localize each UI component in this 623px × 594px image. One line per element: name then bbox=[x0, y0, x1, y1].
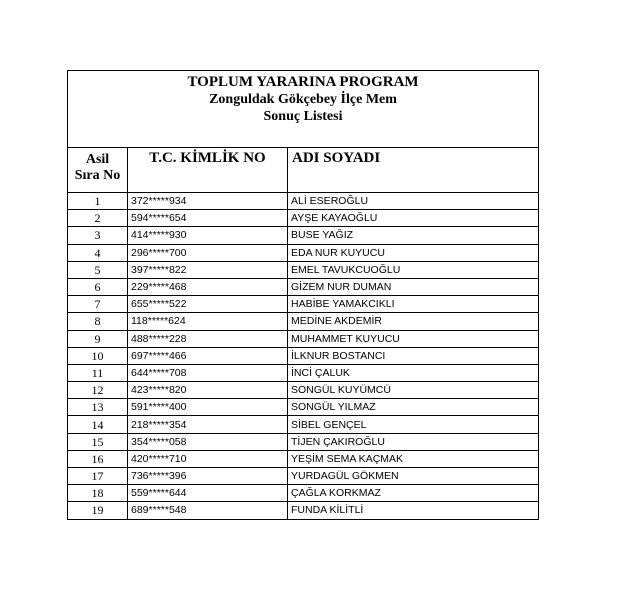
table-row bbox=[68, 399, 539, 416]
tc-kimlik-cell: 118*****624 bbox=[128, 313, 288, 330]
row-number: 11 bbox=[68, 364, 128, 381]
list-title: Sonuç Listesi bbox=[263, 109, 343, 124]
row-number: 6 bbox=[68, 278, 128, 295]
full-name-cell: İLKNUR BOSTANCI bbox=[288, 347, 539, 364]
full-name-cell: SİBEL GENÇEL bbox=[288, 416, 539, 433]
row-number: 19 bbox=[68, 502, 128, 519]
column-header-no-line1: Asil bbox=[85, 152, 110, 167]
row-number: 4 bbox=[68, 244, 128, 261]
district-title: Zonguldak Gökçebey İlçe Mem bbox=[209, 92, 397, 107]
full-name-cell: AYŞE KAYAOĞLU bbox=[288, 210, 539, 227]
table-row bbox=[68, 296, 539, 313]
column-header-name: ADI SOYADI bbox=[288, 148, 539, 193]
title-block bbox=[68, 71, 539, 148]
full-name-cell: İNCİ ÇALUK bbox=[288, 364, 539, 381]
table-row bbox=[68, 502, 539, 519]
row-number: 16 bbox=[68, 450, 128, 467]
full-name-cell: MUHAMMET KUYUCU bbox=[288, 330, 539, 347]
tc-kimlik-cell: 397*****822 bbox=[128, 261, 288, 278]
row-number: 18 bbox=[68, 485, 128, 502]
row-number: 8 bbox=[68, 313, 128, 330]
tc-kimlik-cell: 218*****354 bbox=[128, 416, 288, 433]
table-row bbox=[68, 485, 539, 502]
full-name-cell: YURDAGÜL GÖKMEN bbox=[288, 468, 539, 485]
result-sheet bbox=[67, 70, 538, 520]
tc-kimlik-cell: 644*****708 bbox=[128, 364, 288, 381]
table-row bbox=[68, 210, 539, 227]
program-title: TOPLUM YARARINA PROGRAM bbox=[187, 74, 419, 90]
row-number: 13 bbox=[68, 399, 128, 416]
tc-kimlik-cell: 559*****644 bbox=[128, 485, 288, 502]
row-number: 1 bbox=[68, 193, 128, 210]
full-name-cell: ALİ ESEROĞLU bbox=[288, 193, 539, 210]
row-number: 12 bbox=[68, 382, 128, 399]
tc-kimlik-cell: 414*****930 bbox=[128, 227, 288, 244]
table-row bbox=[68, 330, 539, 347]
row-number: 9 bbox=[68, 330, 128, 347]
table-row bbox=[68, 313, 539, 330]
full-name-cell: ÇAĞLA KORKMAZ bbox=[288, 485, 539, 502]
full-name-cell: BUSE YAĞIZ bbox=[288, 227, 539, 244]
row-number: 10 bbox=[68, 347, 128, 364]
tc-kimlik-cell: 736*****396 bbox=[128, 468, 288, 485]
table-row bbox=[68, 364, 539, 381]
tc-kimlik-cell: 488*****228 bbox=[128, 330, 288, 347]
tc-kimlik-cell: 697*****466 bbox=[128, 347, 288, 364]
tc-kimlik-cell: 423*****820 bbox=[128, 382, 288, 399]
full-name-cell: SONGÜL KUYÜMCÜ bbox=[288, 382, 539, 399]
table-row bbox=[68, 416, 539, 433]
column-header-row bbox=[68, 148, 539, 193]
table-row bbox=[68, 244, 539, 261]
table-row bbox=[68, 382, 539, 399]
tc-kimlik-cell: 296*****700 bbox=[128, 244, 288, 261]
row-number: 3 bbox=[68, 227, 128, 244]
full-name-cell: MEDİNE AKDEMİR bbox=[288, 313, 539, 330]
full-name-cell: HABİBE YAMAKCIKLI bbox=[288, 296, 539, 313]
table-row bbox=[68, 193, 539, 210]
tc-kimlik-cell: 354*****058 bbox=[128, 433, 288, 450]
tc-kimlik-cell: 689*****548 bbox=[128, 502, 288, 519]
tc-kimlik-cell: 591*****400 bbox=[128, 399, 288, 416]
full-name-cell: GİZEM NUR DUMAN bbox=[288, 278, 539, 295]
row-number: 17 bbox=[68, 468, 128, 485]
full-name-cell: YEŞİM SEMA KAÇMAK bbox=[288, 450, 539, 467]
table-row bbox=[68, 347, 539, 364]
row-number: 7 bbox=[68, 296, 128, 313]
tc-kimlik-cell: 372*****934 bbox=[128, 193, 288, 210]
full-name-cell: TİJEN ÇAKIROĞLU bbox=[288, 433, 539, 450]
table-row bbox=[68, 450, 539, 467]
result-table bbox=[67, 70, 539, 520]
table-row bbox=[68, 468, 539, 485]
table-row bbox=[68, 433, 539, 450]
row-number: 5 bbox=[68, 261, 128, 278]
table-row bbox=[68, 278, 539, 295]
full-name-cell: EDA NUR KUYUCU bbox=[288, 244, 539, 261]
row-number: 14 bbox=[68, 416, 128, 433]
table-row bbox=[68, 227, 539, 244]
table-row bbox=[68, 261, 539, 278]
tc-kimlik-cell: 420*****710 bbox=[128, 450, 288, 467]
full-name-cell: FUNDA KİLİTLİ bbox=[288, 502, 539, 519]
title-row bbox=[68, 71, 539, 148]
column-header-no bbox=[68, 148, 128, 193]
column-header-no-line2: Sıra No bbox=[74, 168, 121, 183]
row-number: 15 bbox=[68, 433, 128, 450]
column-header-tc: T.C. KİMLİK NO bbox=[128, 148, 288, 193]
tc-kimlik-cell: 229*****468 bbox=[128, 278, 288, 295]
full-name-cell: SONGÜL YILMAZ bbox=[288, 399, 539, 416]
tc-kimlik-cell: 655*****522 bbox=[128, 296, 288, 313]
row-number: 2 bbox=[68, 210, 128, 227]
tc-kimlik-cell: 594*****654 bbox=[128, 210, 288, 227]
full-name-cell: EMEL TAVUKCUOĞLU bbox=[288, 261, 539, 278]
